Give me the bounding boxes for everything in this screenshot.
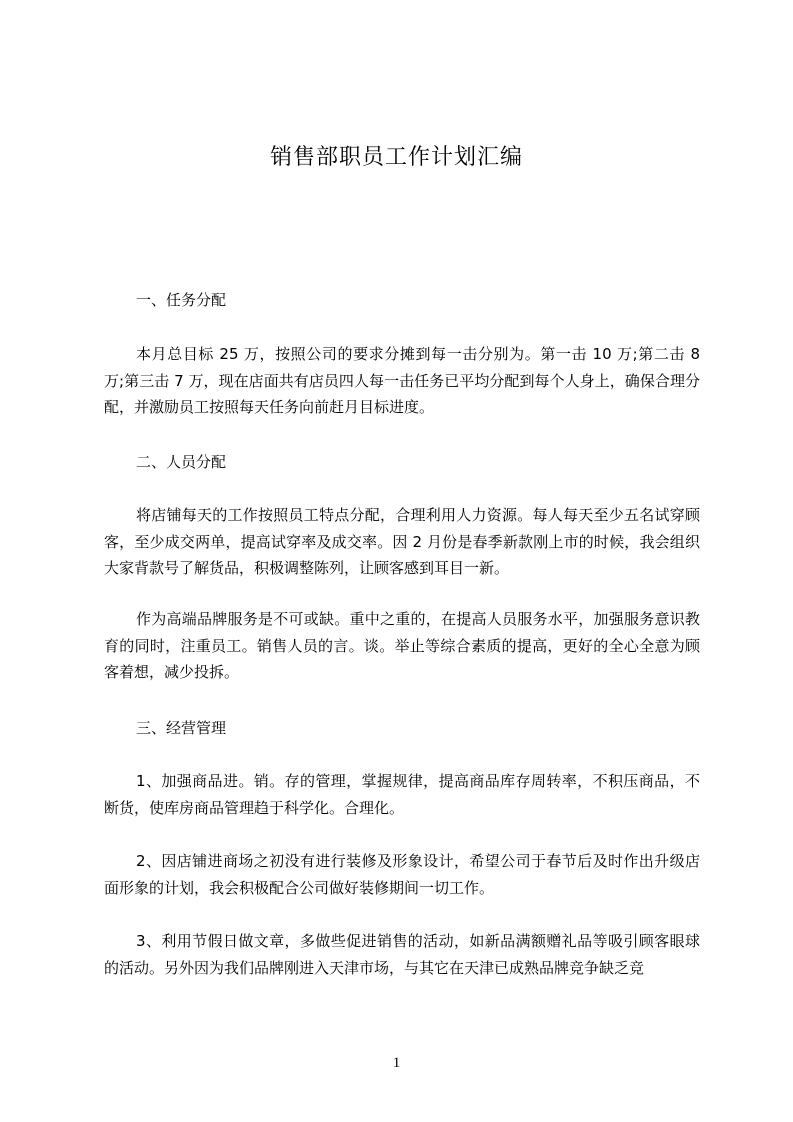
section-heading-operations: 三、经营管理 [136,719,227,737]
document-title: 销售部职员工作计划汇编 [269,145,523,170]
page-number: 1 [392,1055,401,1071]
paragraph-operations-2: 2、因店铺进商场之初没有进行装修及形象设计，希望公司于春节后及时作出升级店面形象的计划，我会积极配合公司做好装修期间一切工作。 [104,852,700,897]
paragraph-task-allocation: 本月总目标 25 万，按照公司的要求分摊到每一击分别为。第一击 10 万;第二击 8 万;第三击 7 万，现在店面共有店员四人每一击任务已平均分配到每个人身上，确保合理分配，并激励员工按照每天任务向前赶月目标进度。 [104,345,700,416]
section-heading-staff-allocation: 二、人员分配 [136,453,227,471]
paragraph-operations-3: 3、利用节假日做文章，多做些促进销售的活动，如新品满额赠礼品等吸引顾客眼球的活动。另外因为我们品牌刚进入天津市场，与其它在天津已成熟品牌竞争缺乏竞 [104,932,700,977]
paragraph-staff-allocation-2: 作为高端品牌服务是不可或缺。重中之重的，在提高人员服务水平，加强服务意识教育的同时，注重员工。销售人员的言。谈。举止等综合素质的提高，更好的全心全意为顾客着想，减少投拆。 [104,610,700,681]
paragraph-staff-allocation-1: 将店铺每天的工作按照员工特点分配，合理利用人力资源。每人每天至少五名试穿顾客，至少成交两单，提高试穿率及成交率。因 2 月份是春季新款刚上市的时候，我会组织大家背款号了解货品，积极调整陈列，让顾客感到耳目一新。 [104,506,700,577]
section-heading-task-allocation: 一、任务分配 [136,291,227,309]
paragraph-operations-1: 1、加强商品进。销。存的管理，掌握规律，提高商品库存周转率，不积压商品，不断货，使库房商品管理趋于科学化。合理化。 [104,772,700,817]
